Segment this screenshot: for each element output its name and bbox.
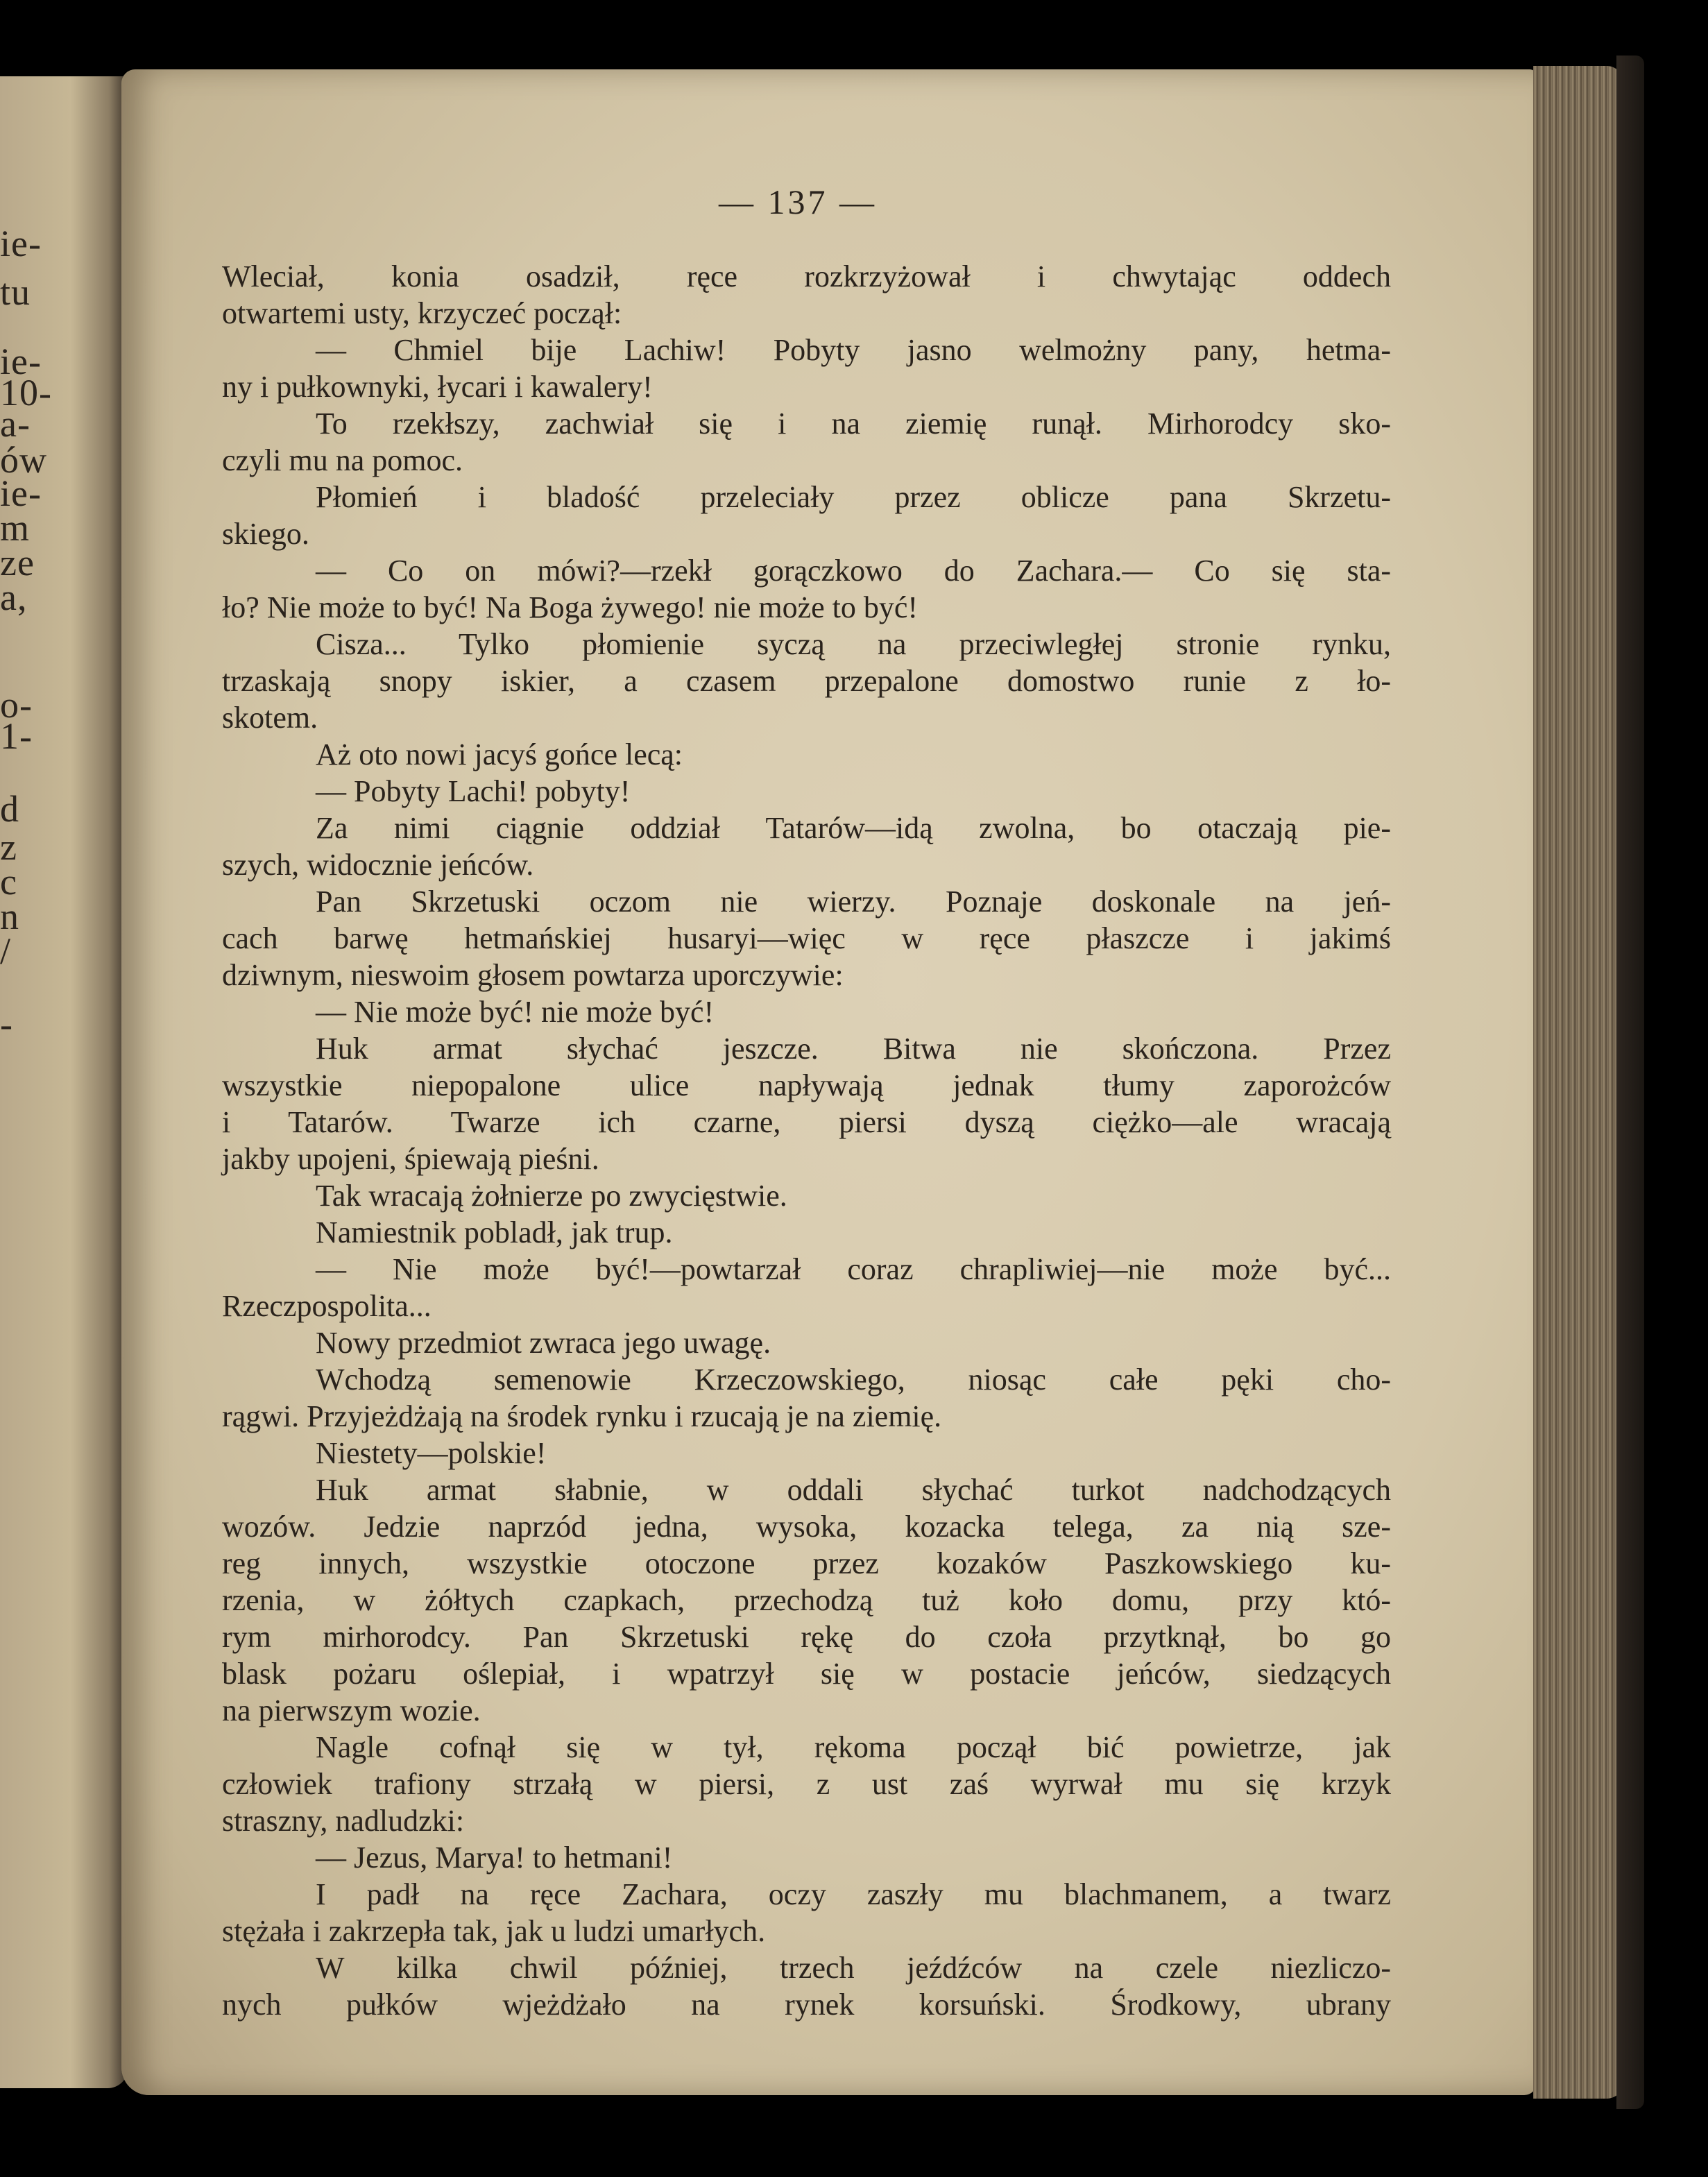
text-line: Nagle cofnął się w tył, rękoma począł bić powietrze, jak [316, 1730, 1391, 1764]
text-line: stężała i zakrzepła tak, jak u ludzi umarłych. [222, 1914, 766, 1948]
previous-page-fragment: ze [0, 542, 35, 583]
text-line: Namiestnik pobladł, jak trup. [316, 1215, 673, 1249]
text-line: Wleciał, konia osadził, ręce rozkrzyżował i chwytając oddech [222, 259, 1391, 293]
text-line: Niestety—polskie! [316, 1436, 547, 1470]
text-line: — Jezus, Marya! to hetmani! [316, 1841, 673, 1875]
text-line: czyli mu na pomoc. [222, 443, 463, 477]
previous-page-fragment: o- [0, 684, 33, 726]
text-line: wozów. Jedzie naprzód jedna, wysoka, kozacka telega, za nią sze- [222, 1510, 1391, 1544]
previous-page-fragment: z [0, 826, 17, 868]
previous-page-fragment: d [0, 788, 19, 830]
text-line: To rzekłszy, zachwiał się i na ziemię runął. Mirhorodcy sko- [316, 407, 1391, 441]
text-line: ło? Nie może to być! Na Boga żywego! nie może to być! [222, 590, 919, 624]
previous-page-fragment: ie- [0, 341, 42, 382]
text-line: — Nie może być!—powtarzał coraz chrapliwiej—nie może być... [316, 1252, 1391, 1286]
text-line: na pierwszym wozie. [222, 1693, 481, 1727]
text-line: — Nie może być! nie może być! [316, 995, 715, 1029]
text-line: rym mirhorodcy. Pan Skrzetuski rękę do czoła przytknął, bo go [222, 1620, 1391, 1654]
previous-page-fragment: c [0, 861, 17, 903]
text-line: ny i pułkownyki, łycari i kawalery! [222, 370, 653, 404]
previous-page-fragment: ie- [0, 223, 42, 264]
text-line: człowiek trafiony strzałą w piersi, z ust zaś wyrwał mu się krzyk [222, 1767, 1391, 1801]
text-line: szych, widocznie jeńców. [222, 848, 534, 882]
text-line: dziwnym, nieswoim głosem powtarza uporczywie: [222, 958, 844, 992]
text-line: Tak wracają żołnierze po zwycięstwie. [316, 1179, 787, 1213]
text-line: — Pobyty Lachi! pobyty! [316, 774, 631, 808]
text-line: Huk armat słychać jeszcze. Bitwa nie skończona. Przez [316, 1032, 1391, 1066]
page-block-edges [1533, 66, 1623, 2099]
previous-page-fragment: 10- [0, 372, 52, 413]
text-line: Pan Skrzetuski oczom nie wierzy. Poznaje doskonale na jeń- [316, 885, 1391, 919]
previous-page-fragment: a- [0, 403, 31, 445]
text-line: Płomień i bladość przeleciały przez oblicze pana Skrzetu- [316, 480, 1391, 514]
text-line: W kilka chwil później, trzech jeźdźców na czele niezliczo- [316, 1951, 1391, 1985]
book-cover-edge [1616, 56, 1644, 2109]
text-line: Nowy przedmiot zwraca jego uwagę. [316, 1326, 771, 1360]
page-text [222, 258, 1391, 2023]
page-number: — 137 — [719, 182, 877, 221]
text-line: straszny, nadludzki: [222, 1804, 465, 1838]
previous-page-fragment: ów [0, 439, 47, 481]
text-line: I padł na ręce Zachara, oczy zaszły mu blachmanem, a twarz [316, 1877, 1391, 1911]
text-line: Cisza... Tylko płomienie syczą na przeciwległej stronie rynku, [316, 627, 1391, 661]
text-line: skiego. [222, 517, 309, 551]
text-line: Rzeczpospolita... [222, 1289, 432, 1323]
text-line: cach barwę hetmańskiej husaryi—więc w ręce płaszcze i jakimś [222, 921, 1391, 955]
text-line: jakby upojeni, śpiewają pieśni. [222, 1142, 599, 1176]
text-line: reg innych, wszystkie otoczone przez kozaków Paszkowskiego ku- [222, 1546, 1391, 1580]
text-line: nych pułków wjeżdżało na rynek korsuński. Środkowy, ubrany [222, 1988, 1391, 2022]
previous-page-fragment: n [0, 896, 19, 937]
previous-page-fragment: m [0, 507, 31, 549]
text-line: Huk armat słabnie, w oddali słychać turkot nadchodzących [316, 1473, 1391, 1507]
text-line: blask pożaru oślepiał, i wpatrzył się w postacie jeńców, siedzących [222, 1657, 1391, 1691]
text-line: otwartemi usty, krzyczeć począł: [222, 296, 622, 330]
text-line: rągwi. Przyjeżdżają na środek rynku i rzucają je na ziemię. [222, 1399, 942, 1433]
previous-page-fragment: a, [0, 577, 28, 618]
text-line: Wchodzą semenowie Krzeczowskiego, niosąc całe pęki cho- [316, 1363, 1391, 1397]
previous-page-fragment: ie- [0, 472, 42, 514]
text-line: — Chmiel bije Lachiw! Pobyty jasno welmożny pany, hetma- [316, 333, 1391, 367]
text-line: skotem. [222, 701, 318, 735]
text-line: — Co on mówi?—rzekł gorączkowo do Zachara.— Co się sta- [316, 554, 1391, 588]
text-line: Aż oto nowi jacyś gońce lecą: [316, 737, 683, 771]
previous-page-fragment: / [0, 930, 12, 972]
previous-page-fragment: 1- [0, 715, 33, 757]
text-line: i Tatarów. Twarze ich czarne, piersi dyszą ciężko—ale wracają [222, 1105, 1391, 1139]
previous-page-fragment: tu [0, 271, 31, 313]
previous-page-fragment: - [0, 1003, 13, 1045]
text-line: Za nimi ciągnie oddział Tatarów—idą zwolna, bo otaczają pie- [316, 811, 1391, 845]
text-line: wszystkie niepopalone ulice napływają jednak tłumy zaporożców [222, 1068, 1391, 1102]
text-line: rzenia, w żółtych czapkach, przechodzą tuż koło domu, przy któ- [222, 1583, 1391, 1617]
text-line: trzaskają snopy iskier, a czasem przepalone domostwo runie z ło- [222, 664, 1391, 698]
